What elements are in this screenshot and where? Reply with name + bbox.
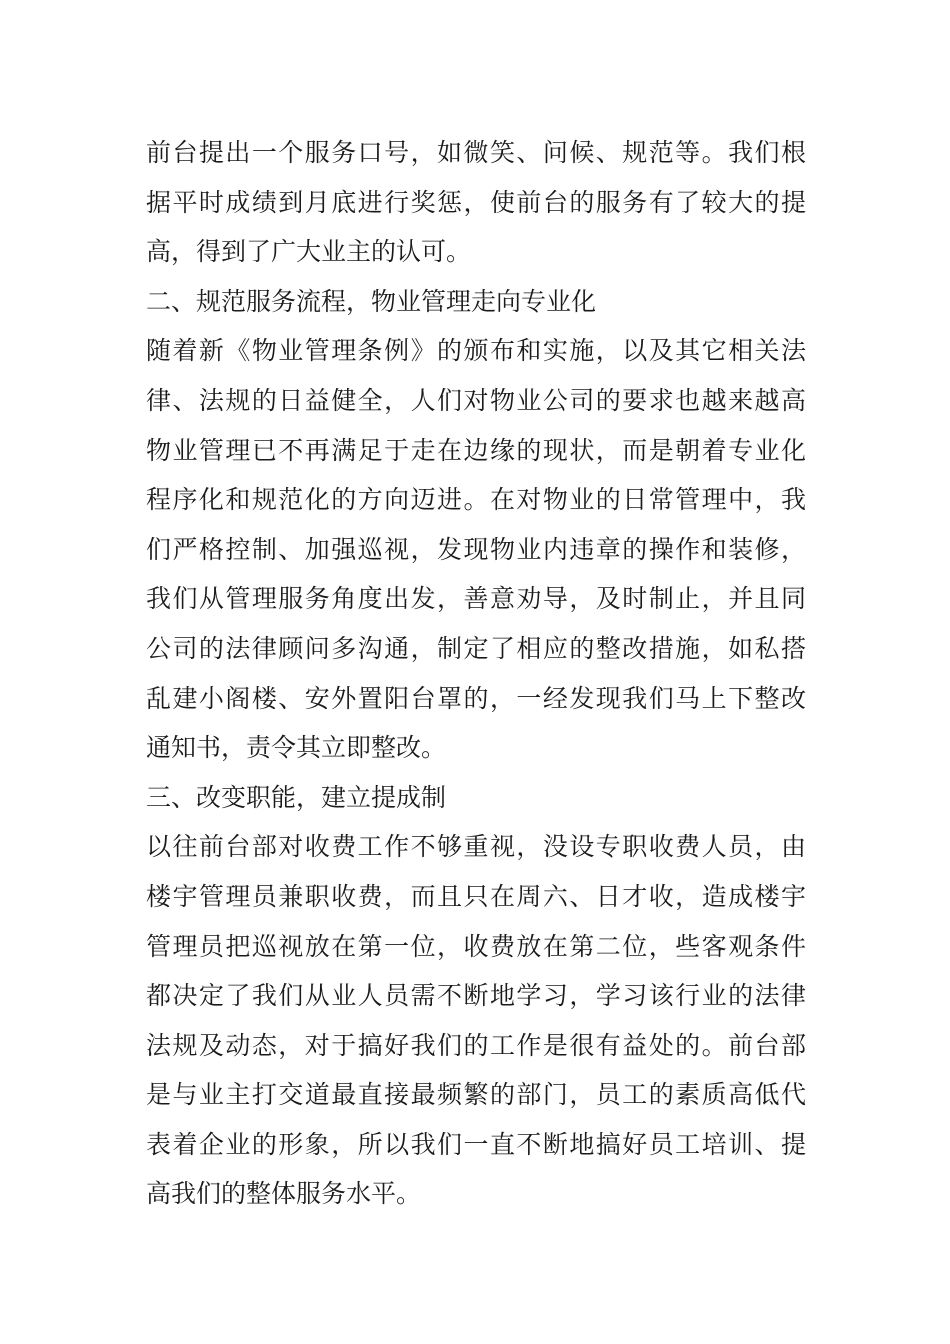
paragraph-line: 管理员把巡视放在第一位，收费放在第二位，些客观条件 — [146, 931, 806, 961]
paragraph-line: 律、法规的日益健全，人们对物业公司的要求也越来越高 — [146, 385, 806, 415]
paragraph-line: 公司的法律顾问多沟通，制定了相应的整改措施，如私搭 — [146, 633, 806, 663]
paragraph-line: 以往前台部对收费工作不够重视，没设专职收费人员，由 — [146, 832, 806, 862]
paragraph-line: 前台提出一个服务口号，如微笑、问候、规范等。我们根 — [146, 138, 806, 167]
section-heading: 二、规范服务流程，物业管理走向专业化 — [146, 286, 597, 316]
paragraph-line: 们严格控制、加强巡视，发现物业内违章的操作和装修， — [146, 534, 806, 564]
paragraph-line: 随着新《物业管理条例》的颁布和实施，以及其它相关法 — [146, 336, 806, 366]
paragraph-line: 高，得到了广大业主的认可。 — [146, 237, 472, 267]
paragraph-line: 表着企业的形象，所以我们一直不断地搞好员工培训、提 — [146, 1129, 806, 1159]
section-heading: 三、改变职能，建立提成制 — [146, 782, 447, 812]
paragraph-line: 楼宇管理员兼职收费，而且只在周六、日才收，造成楼宇 — [146, 881, 806, 911]
paragraph-line: 程序化和规范化的方向迈进。在对物业的日常管理中，我 — [146, 485, 806, 515]
paragraph-line: 我们从管理服务角度出发，善意劝导，及时制止，并且同 — [146, 584, 806, 614]
paragraph-line: 都决定了我们从业人员需不断地学习，学习该行业的法律 — [146, 981, 806, 1011]
paragraph-line: 据平时成绩到月底进行奖惩，使前台的服务有了较大的提 — [146, 187, 806, 217]
paragraph-line: 是与业主打交道最直接最频繁的部门，员工的素质高低代 — [146, 1080, 806, 1110]
paragraph-line: 通知书，责令其立即整改。 — [146, 733, 447, 763]
paragraph-line: 物业管理已不再满足于走在边缘的现状，而是朝着专业化 — [146, 435, 806, 465]
paragraph-line: 乱建小阁楼、安外置阳台罩的，一经发现我们马上下整改 — [146, 683, 806, 713]
document-body — [146, 128, 806, 1219]
paragraph-line: 高我们的整体服务水平。 — [146, 1179, 422, 1209]
paragraph-line: 法规及动态，对于搞好我们的工作是很有益处的。前台部 — [146, 1030, 806, 1060]
